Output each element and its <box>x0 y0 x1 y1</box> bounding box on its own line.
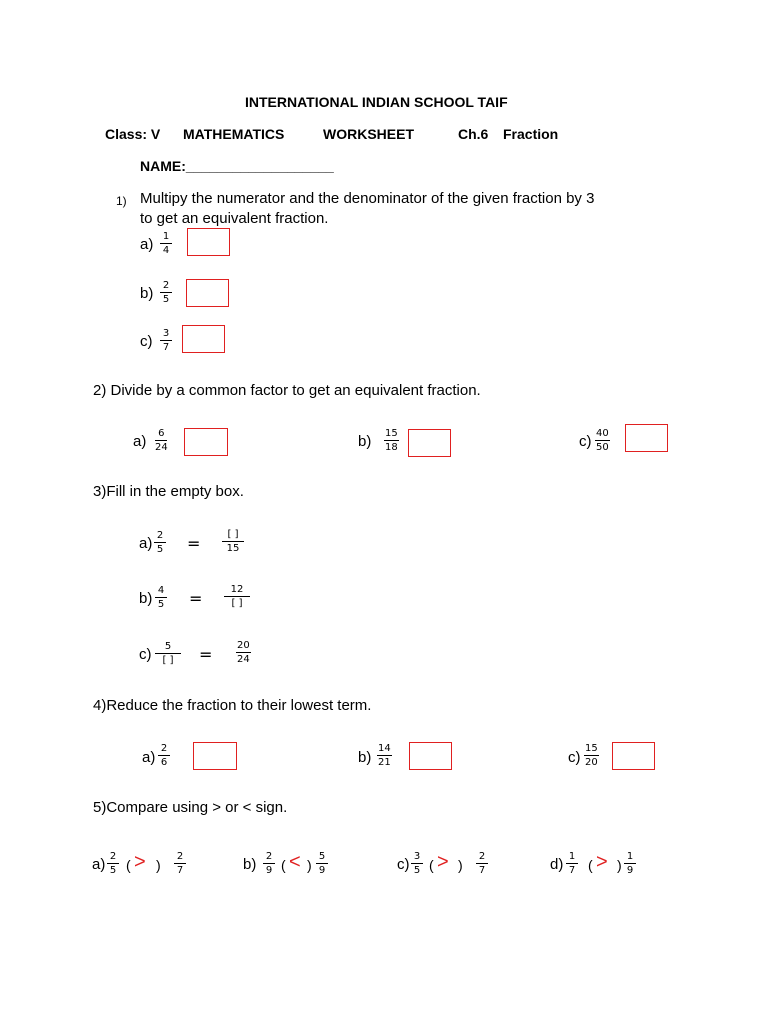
name-field[interactable]: NAME:___________________ <box>140 158 334 174</box>
q5-answer-sign-d[interactable]: > <box>596 851 608 873</box>
q4-answer-box-c[interactable] <box>612 742 655 770</box>
q5-left-fraction-d: $\frac{1}{7}$ <box>566 851 578 876</box>
q5-left-fraction-a: $\frac{2}{5}$ <box>107 851 119 876</box>
q3-equals-b: = <box>189 589 203 608</box>
q4-fraction-a: $\frac{2}{6}$ <box>158 743 170 768</box>
q5-label-a: a) <box>92 856 106 873</box>
q2-answer-box-a[interactable] <box>184 428 228 456</box>
q5-label-d: d) <box>550 856 564 873</box>
q5-label-c: c) <box>397 856 410 873</box>
q3-right-fraction-a: [ ] 15 <box>222 529 244 554</box>
q1-answer-box-b[interactable] <box>186 279 229 307</box>
q4-fraction-c: $\frac{15}{20}$ <box>585 743 598 768</box>
q2-fraction-a: $\frac{6}{24}$ <box>155 428 168 453</box>
q4-answer-box-b[interactable] <box>409 742 452 770</box>
q4-text: 4)Reduce the fraction to their lowest term. <box>93 697 372 714</box>
q4-label-a: a) <box>142 749 156 766</box>
subject-label: MATHEMATICS <box>183 126 285 142</box>
q2-fraction-c: $\frac{40}{50}$ <box>596 428 609 453</box>
q3-right-fraction-c: $\frac{20}{24}$ <box>237 640 250 665</box>
q4-fraction-b: $\frac{14}{21}$ <box>378 743 391 768</box>
q2-answer-box-c[interactable] <box>625 424 668 452</box>
q5-open-paren-b: ( <box>281 857 286 873</box>
q5-open-paren-d: ( <box>588 857 593 873</box>
chapter-label: Ch.6 <box>458 126 489 142</box>
q3-equals-c: = <box>199 645 213 664</box>
q5-open-paren-c: ( <box>429 857 434 873</box>
q3-text: 3)Fill in the empty box. <box>93 483 244 500</box>
q1-answer-box-a[interactable] <box>187 228 230 256</box>
q5-answer-sign-b[interactable]: < <box>289 851 301 873</box>
q1-number: 1) <box>116 194 127 208</box>
q5-close-paren-b: ) <box>307 857 312 873</box>
q5-text: 5)Compare using > or < sign. <box>93 799 288 816</box>
q1-fraction-b: $\frac{2}{5}$ <box>160 280 172 305</box>
q4-answer-box-a[interactable] <box>193 742 237 770</box>
q1-label-c: c) <box>140 333 153 350</box>
q5-left-fraction-c: $\frac{3}{5}$ <box>411 851 423 876</box>
q3-label-b: b) <box>139 590 153 607</box>
q5-answer-sign-a[interactable]: > <box>134 851 146 873</box>
q5-label-b: b) <box>243 856 257 873</box>
q1-label-b: b) <box>140 285 154 302</box>
q1-text-line2: to get an equivalent fraction. <box>140 210 329 227</box>
q2-answer-box-b[interactable] <box>408 429 451 457</box>
q1-fraction-a: $\frac{1}{4}$ <box>160 231 172 256</box>
q2-label-b: b) <box>358 433 372 450</box>
q5-answer-sign-c[interactable]: > <box>437 851 449 873</box>
q3-label-a: a) <box>139 535 153 552</box>
q5-right-fraction-c: $\frac{2}{7}$ <box>476 851 488 876</box>
q5-close-paren-d: ) <box>617 857 622 873</box>
q2-label-a: a) <box>133 433 147 450</box>
q5-right-fraction-b: $\frac{5}{9}$ <box>316 851 328 876</box>
q5-close-paren-c: ) <box>458 857 463 873</box>
q2-fraction-b: $\frac{15}{18}$ <box>385 428 398 453</box>
q1-text: Multipy the numerator and the denominator of the given fraction by 3 <box>140 190 595 207</box>
q3-left-fraction-a: $\frac{2}{5}$ <box>154 530 166 555</box>
q4-label-b: b) <box>358 749 372 766</box>
q5-close-paren-a: ) <box>156 857 161 873</box>
q3-left-fraction-b: $\frac{4}{5}$ <box>155 585 167 610</box>
q5-right-fraction-a: $\frac{2}{7}$ <box>174 851 186 876</box>
q1-answer-box-c[interactable] <box>182 325 225 353</box>
class-label: Class: V <box>105 126 161 142</box>
q1-fraction-c: $\frac{3}{7}$ <box>160 328 172 353</box>
q5-left-fraction-b: $\frac{2}{9}$ <box>263 851 275 876</box>
q3-left-fraction-c: 5 [ ] <box>155 641 181 666</box>
q2-text: 2) Divide by a common factor to get an equivalent fraction. <box>93 382 481 399</box>
q3-right-fraction-b: 12 [ ] <box>224 584 250 609</box>
q2-label-c: c) <box>579 433 592 450</box>
q5-right-fraction-d: $\frac{1}{9}$ <box>624 851 636 876</box>
q5-open-paren-a: ( <box>126 857 131 873</box>
q1-label-a: a) <box>140 236 154 253</box>
q3-label-c: c) <box>139 646 152 663</box>
q3-equals-a: = <box>187 534 201 553</box>
school-title: INTERNATIONAL INDIAN SCHOOL TAIF <box>245 94 508 110</box>
q4-label-c: c) <box>568 749 581 766</box>
topic-label: Fraction <box>503 126 559 142</box>
worksheet-label: WORKSHEET <box>323 126 414 142</box>
